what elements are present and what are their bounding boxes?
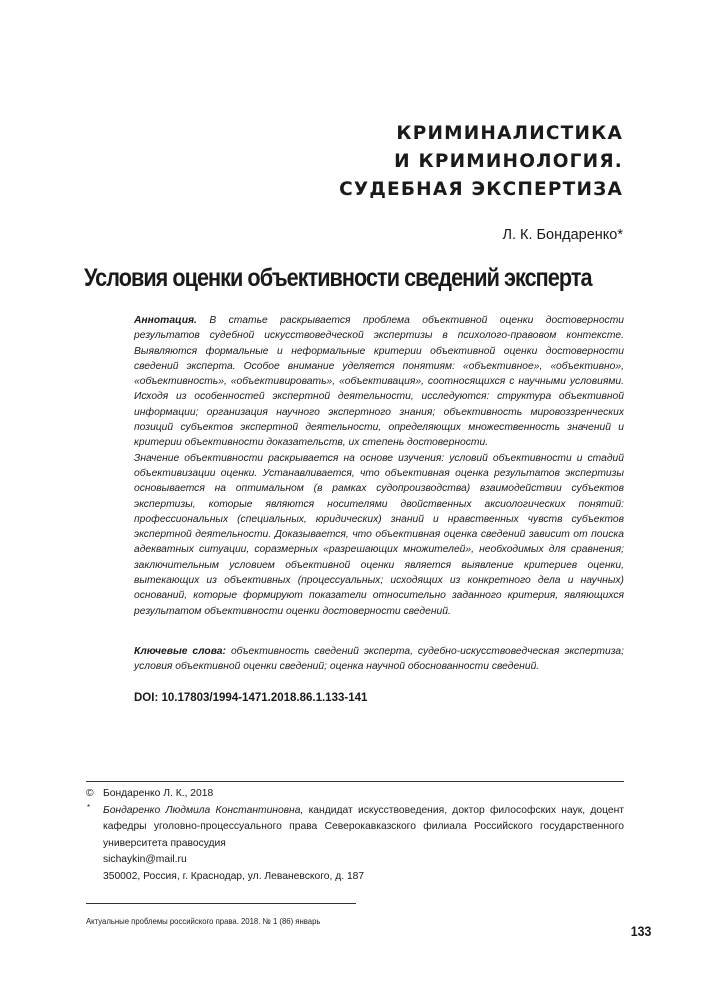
- footnotes: [86, 786, 624, 885]
- journal-divider: [86, 903, 356, 904]
- abstract: [134, 313, 624, 619]
- abstract-text-1: В статье раскрывается проблема объективной оценки достоверности результатов судебной искусствоведческой экспертизы в психолого-правовом контексте. Выявляются формальные и неформальные критерии объективной оценки достоверности сведений эксперта. Особое внимание уделяется понятиям: «объективное», «объективно», «объективность», «объективировать», «объективация», соотносящихся с научными условиями. Исходя из особенностей экспертной деятельности, исследуются: структура объективной информации; организация научного экспертного знания; объективность мировоззренческих позиций субъектов экспертной деятельности, определяющих множественность значений и критерии объективности доказательств, их степень достоверности.: [134, 315, 624, 449]
- abstract-paragraph-2: Значение объективности раскрывается на основе изучения: условий объективности и стадий объективизации оценки. Устанавливается, что объективная оценка результатов экспертизы основывается на оптимальном (в рамках судопроизводства) взаимодействии субъектов экспертизы, которые являются носителями двойственных аксиологических понятий: профессиональных (специальных, юридических) знаний и нравственных чувств субъектов экспертной деятельности. Доказывается, что объективная оценка сведений зависит от поиска адекватных ситуации, соразмерных «разрешающих множителей», необходимых для сравнения; заключительным условием объективной оценки является выявление критериев оценки, вытекающих из объективных (процессуальных; исходящих из конкретного дела и научных) оснований, которые формируют показатели относительно заданного критерия, являющихся результатом объективности оценки достоверности сведений.: [134, 452, 624, 617]
- copyright-note: [86, 786, 624, 803]
- author-credentials: кандидат искусствоведения, доктор философских наук, доцент кафедры уголовно-процессуального права Северокавказского филиала Российского государственного университета правосудия: [103, 804, 624, 849]
- keywords-text: объективность сведений эксперта, судебно-искусствоведческая экспертиза; условия объективной оценки сведений; оценка научной обоснованности сведений.: [134, 646, 624, 673]
- section-heading-line-1: КРИМИНАЛИСТИКА: [396, 123, 623, 144]
- copyright-text: Бондаренко Л. К., 2018: [103, 788, 214, 799]
- author-email[interactable]: sichaykin@mail.ru: [103, 854, 187, 865]
- footnote-divider: [86, 781, 624, 782]
- doi-link[interactable]: DOI: 10.17803/1994-1471.2018.86.1.133-141: [134, 692, 368, 704]
- section-heading-line-2: И КРИМИНОЛОГИЯ.: [394, 151, 623, 172]
- section-heading-line-3: СУДЕБНАЯ ЭКСПЕРТИЗА: [339, 179, 623, 200]
- article-title: Условия оценки объективности сведений эксперта: [84, 264, 592, 292]
- author-footnote: [86, 803, 624, 853]
- author-full-name: Бондаренко Людмила Константиновна,: [103, 804, 304, 816]
- copyright-icon: ©: [86, 788, 94, 799]
- abstract-paragraph-1: [134, 313, 624, 451]
- author-footnote-text: [103, 803, 624, 853]
- author-address: 350002, Россия, г. Краснодар, ул. Леваневского, д. 187: [103, 870, 365, 882]
- page-number: 133: [630, 923, 651, 939]
- asterisk-icon: *: [87, 802, 91, 812]
- section-heading: [339, 120, 623, 204]
- abstract-label: Аннотация.: [134, 315, 197, 326]
- keywords: [134, 644, 624, 675]
- keywords-label: Ключевые слова:: [134, 646, 226, 657]
- author-name: Л. К. Бондаренко*: [502, 227, 623, 243]
- journal-reference: Актуальные проблемы российского права. 2018. № 1 (86) январь: [86, 916, 321, 926]
